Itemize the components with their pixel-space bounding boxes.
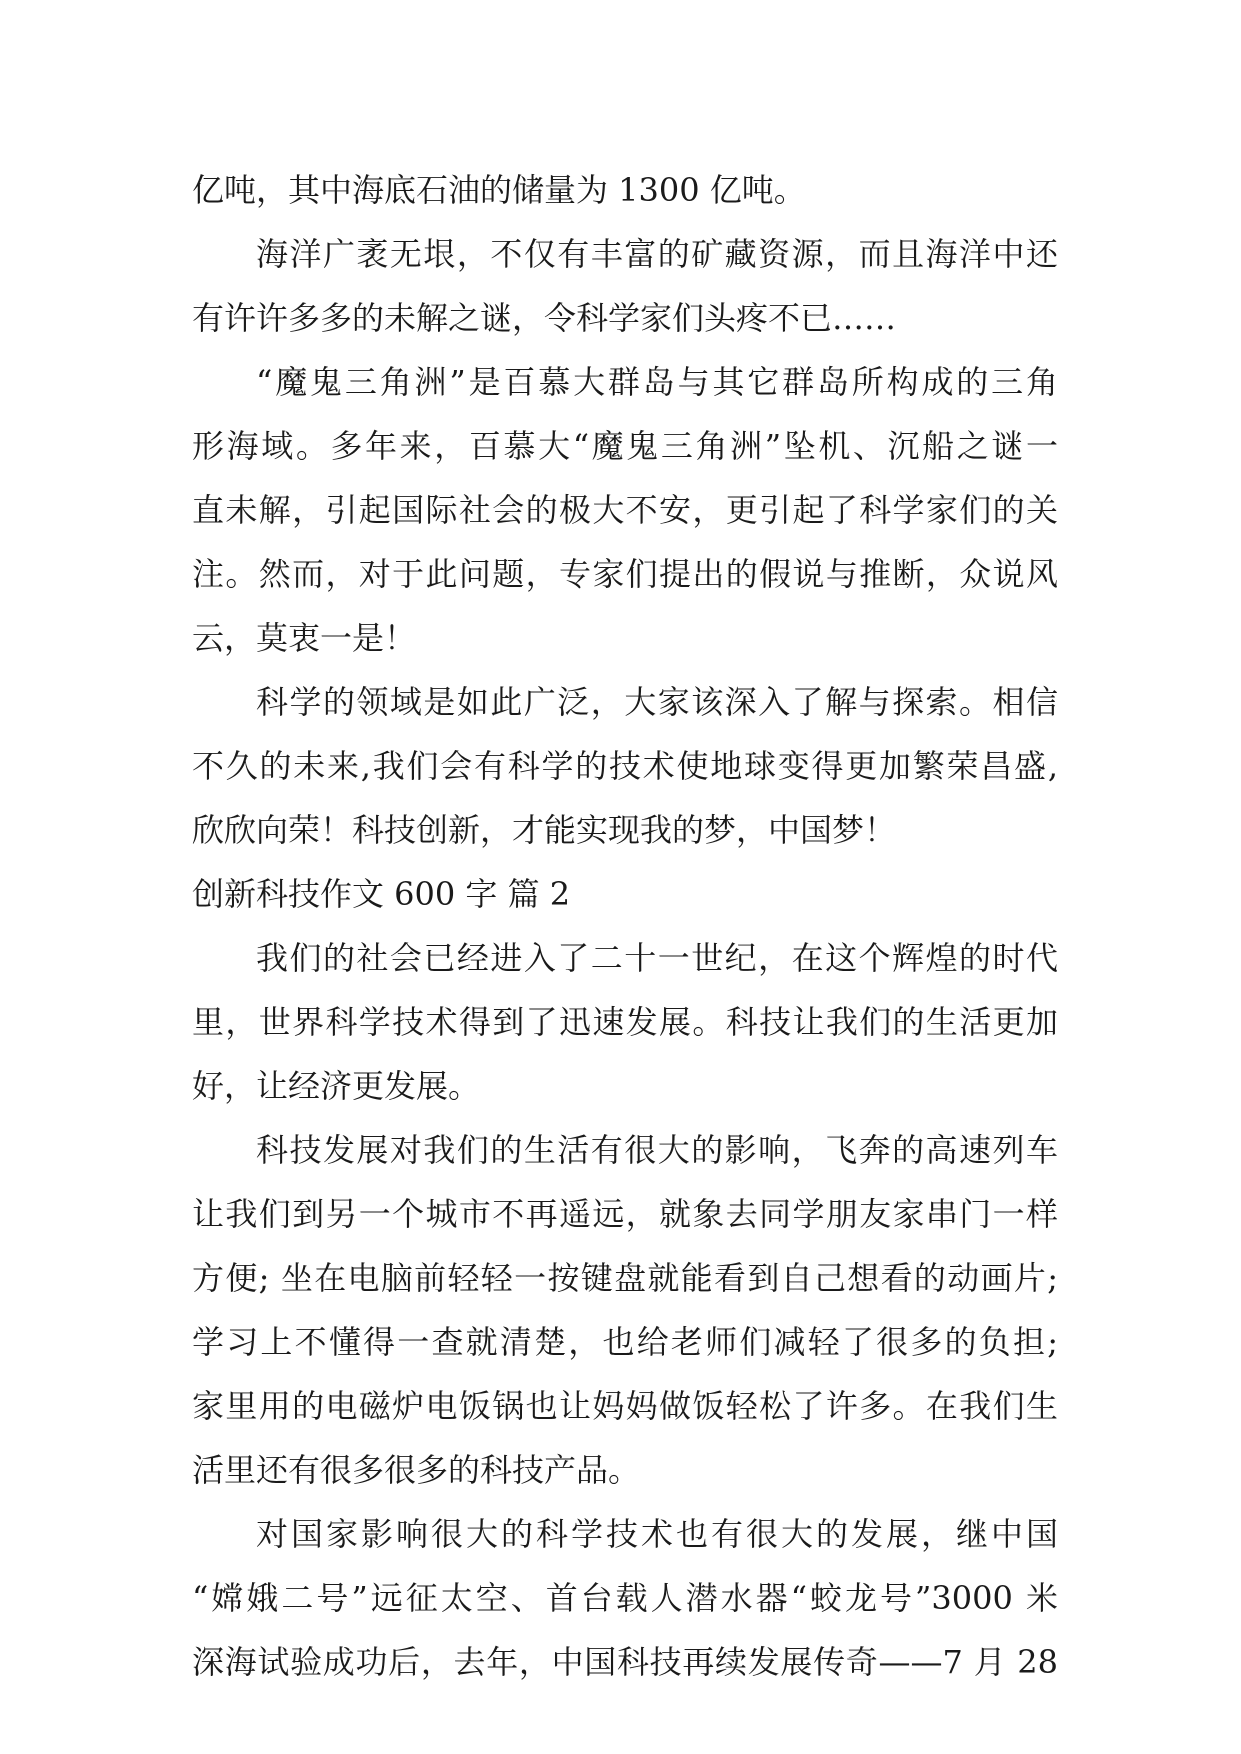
text-line: 学习上不懂得一查就清楚，也给老师们减轻了很多的负担; xyxy=(192,1323,1058,1361)
text-line: 活里还有很多很多的科技产品。 xyxy=(192,1451,641,1489)
text-line: “嫦娥二号”远征太空、首台载人潜水器“蛟龙号”3000 米 xyxy=(192,1579,1058,1617)
text-line: 亿吨，其中海底石油的储量为 1300 亿吨。 xyxy=(192,171,806,209)
text-line: 有许许多多的未解之谜，令科学家们头疼不已…… xyxy=(192,299,897,337)
text-line: 不久的未来,我们会有科学的技术使地球变得更加繁荣昌盛, xyxy=(192,747,1058,785)
text-line: 让我们到另一个城市不再遥远，就象去同学朋友家串门一样 xyxy=(192,1195,1058,1233)
text-line: 海洋广袤无垠，不仅有丰富的矿藏资源，而且海洋中还 xyxy=(256,235,1058,273)
document-body xyxy=(192,158,1058,1694)
text-line: 云，莫衷一是！ xyxy=(192,619,417,657)
text-line: 好，让经济更发展。 xyxy=(192,1067,481,1105)
text-line: 深海试验成功后，去年，中国科技再续发展传奇——7 月 28 xyxy=(192,1643,1058,1681)
text-line: 对国家影响很大的科学技术也有很大的发展，继中国 xyxy=(256,1515,1058,1553)
text-line: 形海域。多年来，百慕大“魔鬼三角洲”坠机、沉船之谜一 xyxy=(192,427,1058,465)
text-line: 科学的领域是如此广泛，大家该深入了解与探索。相信 xyxy=(256,683,1058,721)
text-line: “魔鬼三角洲”是百慕大群岛与其它群岛所构成的三角 xyxy=(256,363,1058,401)
text-line: 科技发展对我们的生活有很大的影响，飞奔的高速列车 xyxy=(256,1131,1058,1169)
text-line: 家里用的电磁炉电饭锅也让妈妈做饭轻松了许多。在我们生 xyxy=(192,1387,1058,1425)
text-line: 我们的社会已经进入了二十一世纪，在这个辉煌的时代 xyxy=(256,939,1058,977)
text-line: 直未解，引起国际社会的极大不安，更引起了科学家们的关 xyxy=(192,491,1058,529)
section-heading: 创新科技作文 600 字 篇 2 xyxy=(192,875,571,913)
text-line: 注。然而，对于此问题，专家们提出的假说与推断，众说风 xyxy=(192,555,1058,593)
text-line: 里，世界科学技术得到了迅速发展。科技让我们的生活更加 xyxy=(192,1003,1058,1041)
text-line: 欣欣向荣！科技创新，才能实现我的梦，中国梦！ xyxy=(192,811,897,849)
text-line: 方便; 坐在电脑前轻轻一按键盘就能看到自己想看的动画片; xyxy=(192,1259,1058,1297)
